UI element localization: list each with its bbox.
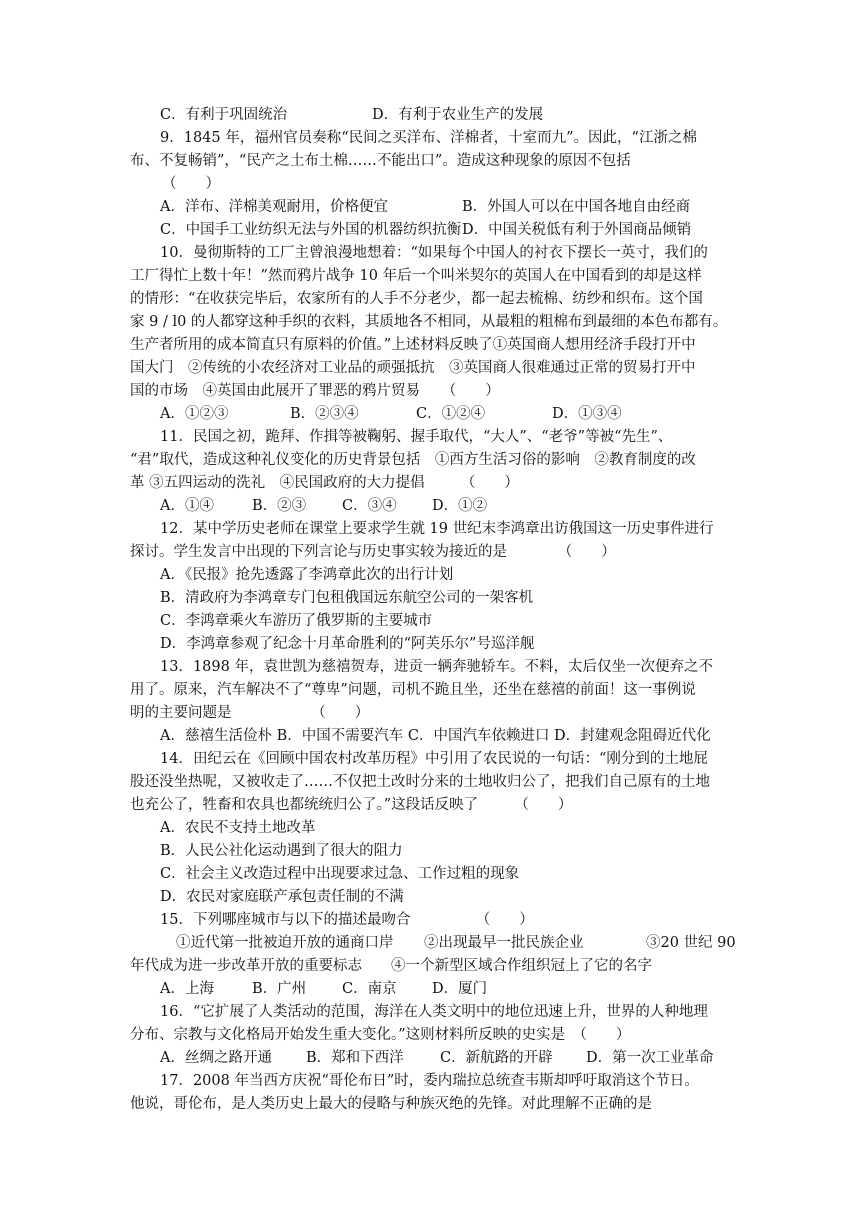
- q11-option-c: C．③④: [342, 498, 397, 514]
- q14-stem-line-1: 14．田纪云在《回顾中国农村改革历程》中引用了农民说的一句话：“刚分到的土地屁: [160, 751, 708, 767]
- q11-stem-line-3: 革 ③五四运动的洗礼 ④民国政府的大力提倡 （ ）: [130, 475, 519, 491]
- q14-option-b: B．人民公社化运动遇到了很大的阻力: [160, 843, 403, 859]
- q15-clue-1: ①近代第一批被迫开放的通商口岸: [176, 935, 394, 951]
- q14-stem-line-2: 股还没坐热呢，又被收走了……不仅把土改时分来的土地收归公了，把我们自己原有的土地: [130, 774, 710, 790]
- q13-stem-line-3: 明的主要问题是 （ ）: [130, 705, 370, 721]
- q10-option-a: A．①②③: [160, 406, 229, 422]
- q13-stem-line-2: 用了。原来，汽车解决不了“尊卑”问题，司机不跪且坐，还坐在慈禧的前面！这一事例说: [130, 682, 696, 698]
- q10-stem-line-7: 国的市场 ④英国由此展开了罪恶的鸦片贸易 （ ）: [130, 383, 500, 399]
- q8-option-d: D．有利于农业生产的发展: [372, 107, 544, 123]
- q16-option-a: A．丝绸之路开通: [160, 1050, 272, 1066]
- q10-stem-line-3: 的情形：“在收获完毕后，农家所有的人手不分老少，都一起去梳棉、纺纱和织布。这个国: [130, 291, 703, 307]
- q10-stem-line-6: 国大门 ②传统的小农经济对工业品的顽强抵抗 ③英国商人很难通过正常的贸易打开中: [130, 360, 696, 376]
- q10-stem-line-4: 家 9 / l0 的人都穿这种手织的衣料，其质地各不相同，从最粗的粗棉布到最细的本色布都有。: [130, 314, 728, 330]
- q14-option-d: D．农民对家庭联产承包责任制的不满: [160, 889, 404, 905]
- q12-stem-line-1: 12．某中学历史老师在课堂上要求学生就 19 世纪末李鸿章出访俄国这一历史事件进行: [160, 521, 714, 537]
- q15-option-d: D．厦门: [432, 981, 488, 997]
- q15-clue-2: ②出现最早一批民族企业: [424, 935, 584, 951]
- q16-option-b: B．郑和下西洋: [306, 1050, 404, 1066]
- q12-option-c: C．李鸿章乘火车游历了俄罗斯的主要城市: [160, 613, 433, 629]
- q10-option-b: B．②③④: [290, 406, 359, 422]
- q11-stem-line-2: “君”取代，造成这种礼仪变化的历史背景包括 ①西方生活习俗的影响 ②教育制度的改: [130, 452, 696, 468]
- q11-option-a: A．①④: [160, 498, 214, 514]
- q15-option-a: A．上海: [160, 981, 214, 997]
- q10-stem-line-2: 工厂得忙上数十年！”然而鸦片战争 10 年后一个叫米契尔的英国人在中国看到的却是这样: [130, 268, 702, 284]
- q15-clue-3: ③20 世纪 90: [646, 935, 736, 951]
- q17-stem-line-2: 他说，哥伦布，是人类历史上最大的侵略与种族灭绝的先锋。对此理解不正确的是: [130, 1096, 652, 1112]
- q9-stem-line-2: 布、不复畅销”，“民产之土布土棉……不能出口”。造成这种现象的原因不包括: [130, 153, 631, 169]
- q9-option-d: D．中国关税低有利于外国商品倾销: [462, 222, 692, 238]
- q9-stem-line-1: 9．1845 年，福州官员奏称“民间之买洋布、洋棉者，十室而九”。因此，“江浙之棉: [160, 130, 697, 146]
- q13-options: A．慈禧生活俭朴 B．中国不需要汽车 C．中国汽车依赖进口 D．封建观念阻碍近代化: [160, 728, 711, 744]
- q12-option-d: D．李鸿章参观了纪念十月革命胜利的“阿芙乐尔”号巡洋舰: [160, 636, 535, 652]
- q16-stem-line-2: 分布、宗教与文化格局开始发生重大变化。”这则材料所反映的史实是 （ ）: [130, 1027, 631, 1043]
- q17-stem-line-1: 17．2008 年当西方庆祝“哥伦布日”时，委内瑞拉总统查韦斯却呼吁取消这个节日。: [160, 1073, 699, 1089]
- q16-option-d: D．第一次工业革命: [586, 1050, 714, 1066]
- q15-option-b: B．广州: [252, 981, 307, 997]
- q10-stem-line-5: 生产者所用的成本简直只有原料的价值。”上述材料反映了①英国商人想用经济手段打开中: [130, 337, 696, 353]
- q14-option-c: C．社会主义改造过程中出现要求过急、工作过粗的现象: [160, 866, 520, 882]
- q10-option-d: D．①③④: [552, 406, 622, 422]
- q8-option-c: C．有利于巩固统治: [160, 107, 288, 123]
- q9-option-c: C．中国手工业纺织无法与外国的机器纺织抗衡: [160, 222, 462, 238]
- q9-answer-blank: （ ）: [162, 176, 220, 192]
- q15-stem-line-3: 年代成为进一步改革开放的重要标志 ④一个新型区域合作组织冠上了它的名字: [130, 958, 652, 974]
- q15-option-c: C．南京: [342, 981, 397, 997]
- q10-option-c: C．①②④: [416, 406, 486, 422]
- q14-stem-line-3: 也充公了，牲畜和农具也都统统归公了。”这段话反映了 （ ）: [130, 797, 573, 813]
- q14-option-a: A．农民不支持土地改革: [160, 820, 316, 836]
- q16-stem-line-1: 16．“它扩展了人类活动的范围，海洋在人类文明中的地位迅速上升，世界的人种地理: [160, 1004, 708, 1020]
- q11-option-b: B．②③: [252, 498, 307, 514]
- q9-option-a: A．洋布、洋棉美观耐用，价格便宜: [160, 199, 388, 215]
- q16-option-c: C．新航路的开辟: [440, 1050, 553, 1066]
- q11-option-d: D．①②: [432, 498, 488, 514]
- q12-option-b: B．清政府为李鸿章专门包租俄国远东航空公司的一架客机: [160, 590, 534, 606]
- q12-option-a: A．《民报》抢先透露了李鸿章此次的出行计划: [160, 567, 454, 583]
- q11-stem-line-1: 11．民国之初，跪拜、作揖等被鞠躬、握手取代，“大人”、“老爷”等被“先生”、: [160, 429, 673, 445]
- q9-option-b: B．外国人可以在中国各地自由经商: [462, 199, 691, 215]
- q15-stem-line-1: 15．下列哪座城市与以下的描述最吻合 （ ）: [160, 912, 534, 928]
- q12-stem-line-2: 探讨。学生发言中出现的下列言论与历史事实较为接近的是 （ ）: [130, 544, 616, 560]
- q10-stem-line-1: 10．曼彻斯特的工厂主曾浪漫地想着：“如果每个中国人的衬衣下摆长一英寸，我们的: [160, 245, 708, 261]
- q13-stem-line-1: 13．1898 年，袁世凯为慈禧贺寿，进贡一辆奔驰轿车。不料，太后仅坐一次便弃之不: [160, 659, 713, 675]
